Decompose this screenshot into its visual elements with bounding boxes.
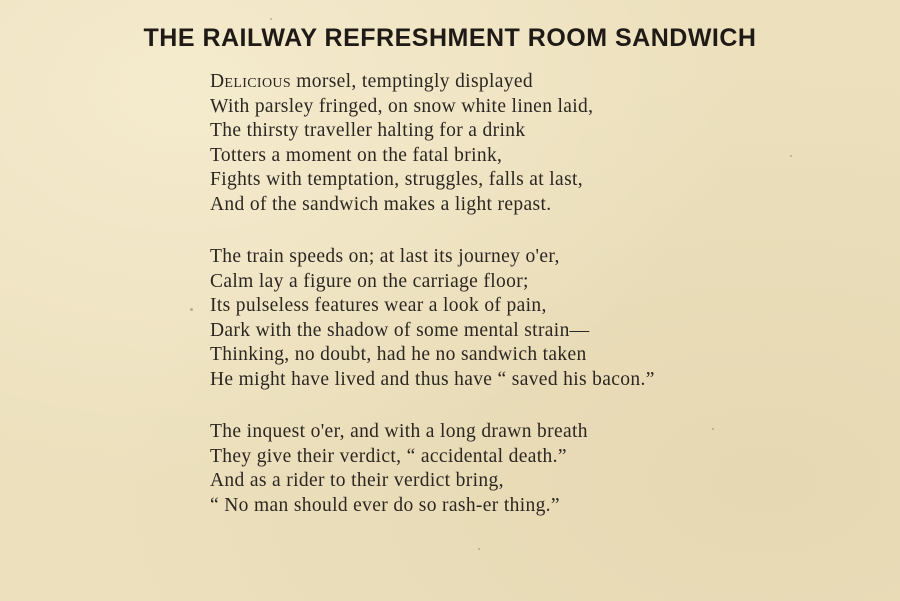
poem-line: Its pulseless features wear a look of pain, [210, 295, 547, 316]
poem-line: With parsley fringed, on snow white linen laid, [210, 95, 594, 117]
paper-speck [790, 155, 792, 157]
poem-line: And of the sandwich makes a light repast. [210, 193, 552, 215]
poem-line-text: morsel, temptingly displayed [291, 71, 533, 92]
poem-line: “ No man should ever do so rash-er thing.” [210, 494, 560, 516]
paper-speck [270, 18, 272, 20]
poem-body [210, 70, 850, 546]
poem-title: THE RAILWAY REFRESHMENT ROOM SANDWICH [143, 24, 757, 52]
poem-line: Dark with the shadow of some mental strain— [210, 319, 590, 341]
paper-speck [712, 428, 714, 430]
stanza-3 [210, 420, 850, 518]
poem-line: The train speeds on; at last its journey o'er, [210, 246, 560, 267]
poem-line: Calm lay a figure on the carriage floor; [210, 270, 529, 292]
poem-line: The thirsty traveller halting for a drink [210, 120, 526, 141]
stanza-2 [210, 245, 850, 392]
poem-line: The inquest o'er, and with a long drawn breath [210, 421, 588, 442]
poem-line: Fights with temptation, struggles, falls at last, [210, 169, 583, 190]
poem-line: They give their verdict, “ accidental death.” [210, 445, 567, 467]
poem-line: Totters a moment on the fatal brink, [210, 144, 503, 166]
poem-line: He might have lived and thus have “ saved his bacon.” [210, 368, 655, 390]
poem-line: Thinking, no doubt, had he no sandwich taken [210, 344, 587, 365]
stanza-1 [210, 70, 850, 217]
poem-line: And as a rider to their verdict bring, [210, 470, 504, 491]
poem-line [210, 70, 850, 95]
drop-word: Delicious [210, 71, 292, 92]
paper-speck [190, 308, 193, 311]
paper-speck [478, 548, 480, 550]
